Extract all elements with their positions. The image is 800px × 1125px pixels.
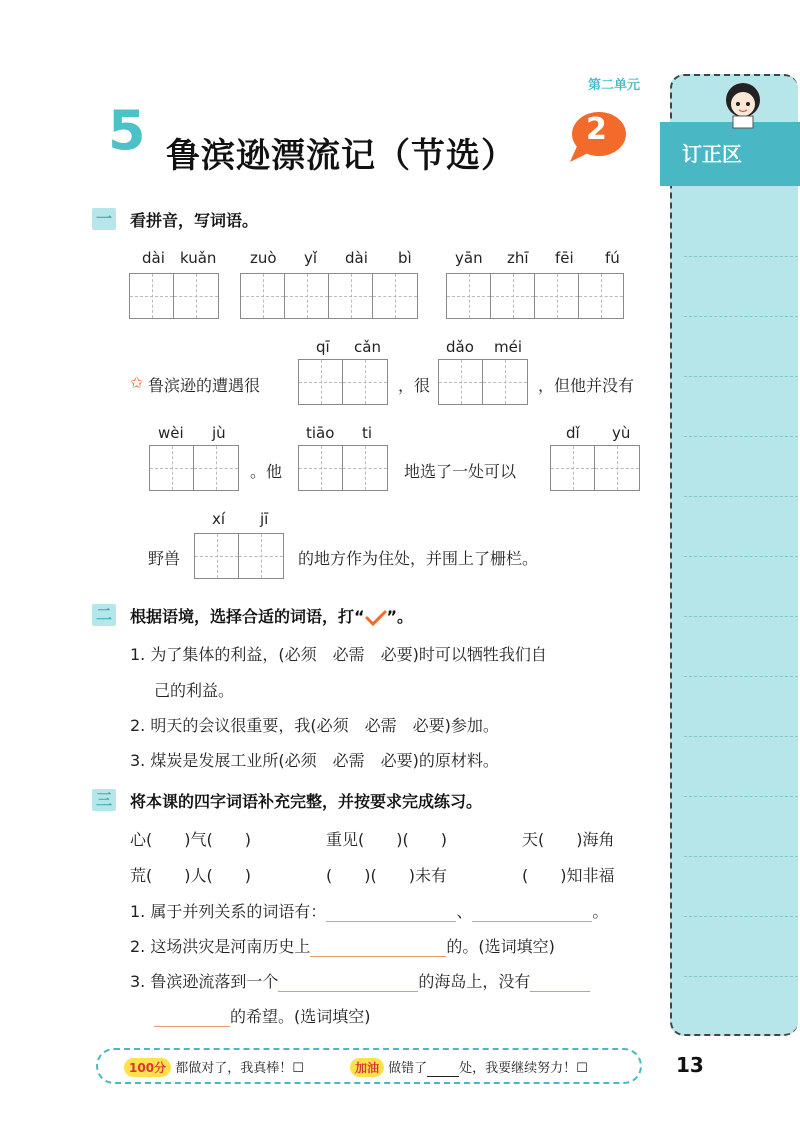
self-assessment-left: [124, 1057, 304, 1077]
answer-blank[interactable]: [154, 1008, 230, 1027]
correction-line: [684, 736, 798, 737]
pinyin: zhī: [507, 249, 529, 267]
correction-line: [684, 256, 798, 257]
correction-line: [684, 916, 798, 917]
idiom-blank[interactable]: 天( )海角: [522, 830, 615, 849]
pinyin: jù: [212, 424, 226, 442]
period: 。: [592, 902, 609, 921]
sentence-text: 。他: [250, 462, 283, 481]
question-line: [130, 934, 555, 957]
pinyin: dǐ: [566, 424, 580, 442]
question-text: 的。(选词填空): [446, 937, 555, 956]
section-1-badge: 一: [92, 208, 116, 230]
keep-going-tag: 加油: [350, 1058, 384, 1077]
answer-blank[interactable]: [530, 973, 590, 992]
idiom-blank[interactable]: 心( )气( ): [130, 830, 251, 849]
lesson-badge: [566, 110, 628, 164]
pinyin: dài: [142, 249, 165, 267]
answer-blank[interactable]: [326, 903, 456, 922]
star-icon: ✩: [130, 373, 144, 392]
writing-grid[interactable]: [298, 445, 388, 491]
writing-grid[interactable]: [298, 359, 388, 405]
question-text: 2. 这场洪灾是河南历史上: [130, 937, 311, 956]
pinyin: yù: [612, 424, 631, 442]
pinyin: fēi: [555, 249, 574, 267]
writing-grid[interactable]: [550, 445, 640, 491]
writing-grid[interactable]: [446, 273, 624, 319]
idiom-blank[interactable]: ( )( )未有: [326, 866, 447, 885]
question-line: 己的利益。: [154, 681, 235, 700]
girl-cartoon-icon: [715, 74, 771, 130]
pinyin: kuǎn: [180, 249, 217, 267]
correction-line: [684, 556, 798, 557]
unit-label: 第二单元: [588, 78, 641, 93]
correction-line: [684, 856, 798, 857]
idiom-blank[interactable]: 重见( )( ): [326, 830, 447, 849]
writing-grid[interactable]: [129, 273, 219, 319]
idiom-blank[interactable]: 荒( )人( ): [130, 866, 251, 885]
correction-line: [684, 616, 798, 617]
full-score-tag: 100分: [124, 1058, 171, 1077]
answer-blank[interactable]: [278, 973, 418, 992]
section-1-title: 看拼音，写词语。: [130, 211, 259, 230]
mistakes-text: 做错了: [388, 1061, 428, 1076]
question-text: 的希望。(选词填空): [230, 1007, 371, 1026]
pinyin: fú: [605, 249, 620, 267]
question-text: 3. 鲁滨逊流落到一个: [130, 972, 279, 991]
correction-line: [684, 436, 798, 437]
pinyin: bì: [398, 249, 412, 267]
answer-blank[interactable]: [310, 938, 446, 957]
sentence-text: ，很: [398, 376, 431, 395]
writing-grid[interactable]: [438, 359, 528, 405]
question-text: 的海岛上，没有: [418, 972, 531, 991]
section-2-title-end: ”。: [386, 607, 414, 626]
pinyin: jī: [260, 510, 269, 528]
pinyin: yān: [455, 249, 483, 267]
pinyin: zuò: [250, 249, 277, 267]
separator: 、: [456, 902, 473, 921]
lesson-title: 鲁滨逊漂流记（节选）: [166, 136, 516, 176]
idiom-blank[interactable]: ( )知非福: [522, 866, 615, 885]
pinyin: cǎn: [354, 338, 381, 356]
question-line: 3. 煤炭是发展工业所(必须 必需 必要)的原材料。: [130, 751, 499, 770]
section-2-title-text: 根据语境，选择合适的词语，打“: [130, 607, 365, 626]
writing-grid[interactable]: [194, 533, 284, 579]
sentence-text: 地选了一处可以: [404, 462, 517, 481]
sentence-text: 野兽: [148, 549, 181, 568]
question-line: [154, 1004, 371, 1027]
lesson-number: 5: [108, 99, 146, 162]
correction-line: [684, 496, 798, 497]
question-line: [130, 969, 590, 992]
correction-line: [684, 316, 798, 317]
question-line: 2. 明天的会议很重要，我(必须 必需 必要)参加。: [130, 716, 499, 735]
sentence-text: 鲁滨逊的遭遇很: [148, 376, 261, 395]
pinyin: wèi: [158, 424, 184, 442]
question-text: 1. 属于并列关系的词语有：: [130, 902, 327, 921]
full-score-text[interactable]: 都做对了，我真棒！☐: [175, 1061, 304, 1076]
section-3-title: 将本课的四字词语补充完整，并按要求完成练习。: [130, 792, 483, 811]
answer-blank[interactable]: [472, 903, 592, 922]
self-assessment-right: [350, 1057, 588, 1077]
pinyin: yǐ: [304, 249, 318, 267]
correction-line: [684, 976, 798, 977]
correction-area-panel: [670, 74, 798, 1036]
mistakes-count-blank[interactable]: [427, 1062, 459, 1077]
pinyin: dǎo: [446, 338, 474, 356]
section-2-badge: 二: [92, 604, 116, 626]
lesson-badge-number: 2: [586, 112, 607, 147]
sentence-text: ，但他并没有: [538, 376, 635, 395]
pinyin: qī: [316, 338, 330, 356]
question-line: 1. 为了集体的利益，(必须 必需 必要)时可以牺牲我们自: [130, 645, 547, 664]
correction-area-label: 订正区: [660, 122, 800, 186]
self-assessment-bar: [96, 1048, 642, 1084]
sentence-text: 的地方作为住处，并围上了栅栏。: [298, 549, 539, 568]
section-2-title: [130, 604, 413, 627]
question-line: [130, 899, 608, 922]
correction-line: [684, 796, 798, 797]
writing-grid[interactable]: [149, 445, 239, 491]
pinyin: ti: [362, 424, 373, 442]
writing-grid[interactable]: [240, 273, 418, 319]
section-3-badge: 三: [92, 789, 116, 811]
correction-line: [684, 376, 798, 377]
mistakes-text-end[interactable]: 处，我要继续努力！☐: [459, 1061, 588, 1076]
pinyin: xí: [212, 510, 226, 528]
page-number: 13: [676, 1053, 704, 1077]
pinyin: tiāo: [306, 424, 335, 442]
checkmark-icon: [365, 610, 387, 626]
correction-line: [684, 676, 798, 677]
pinyin: méi: [494, 338, 523, 356]
pinyin: dài: [345, 249, 368, 267]
